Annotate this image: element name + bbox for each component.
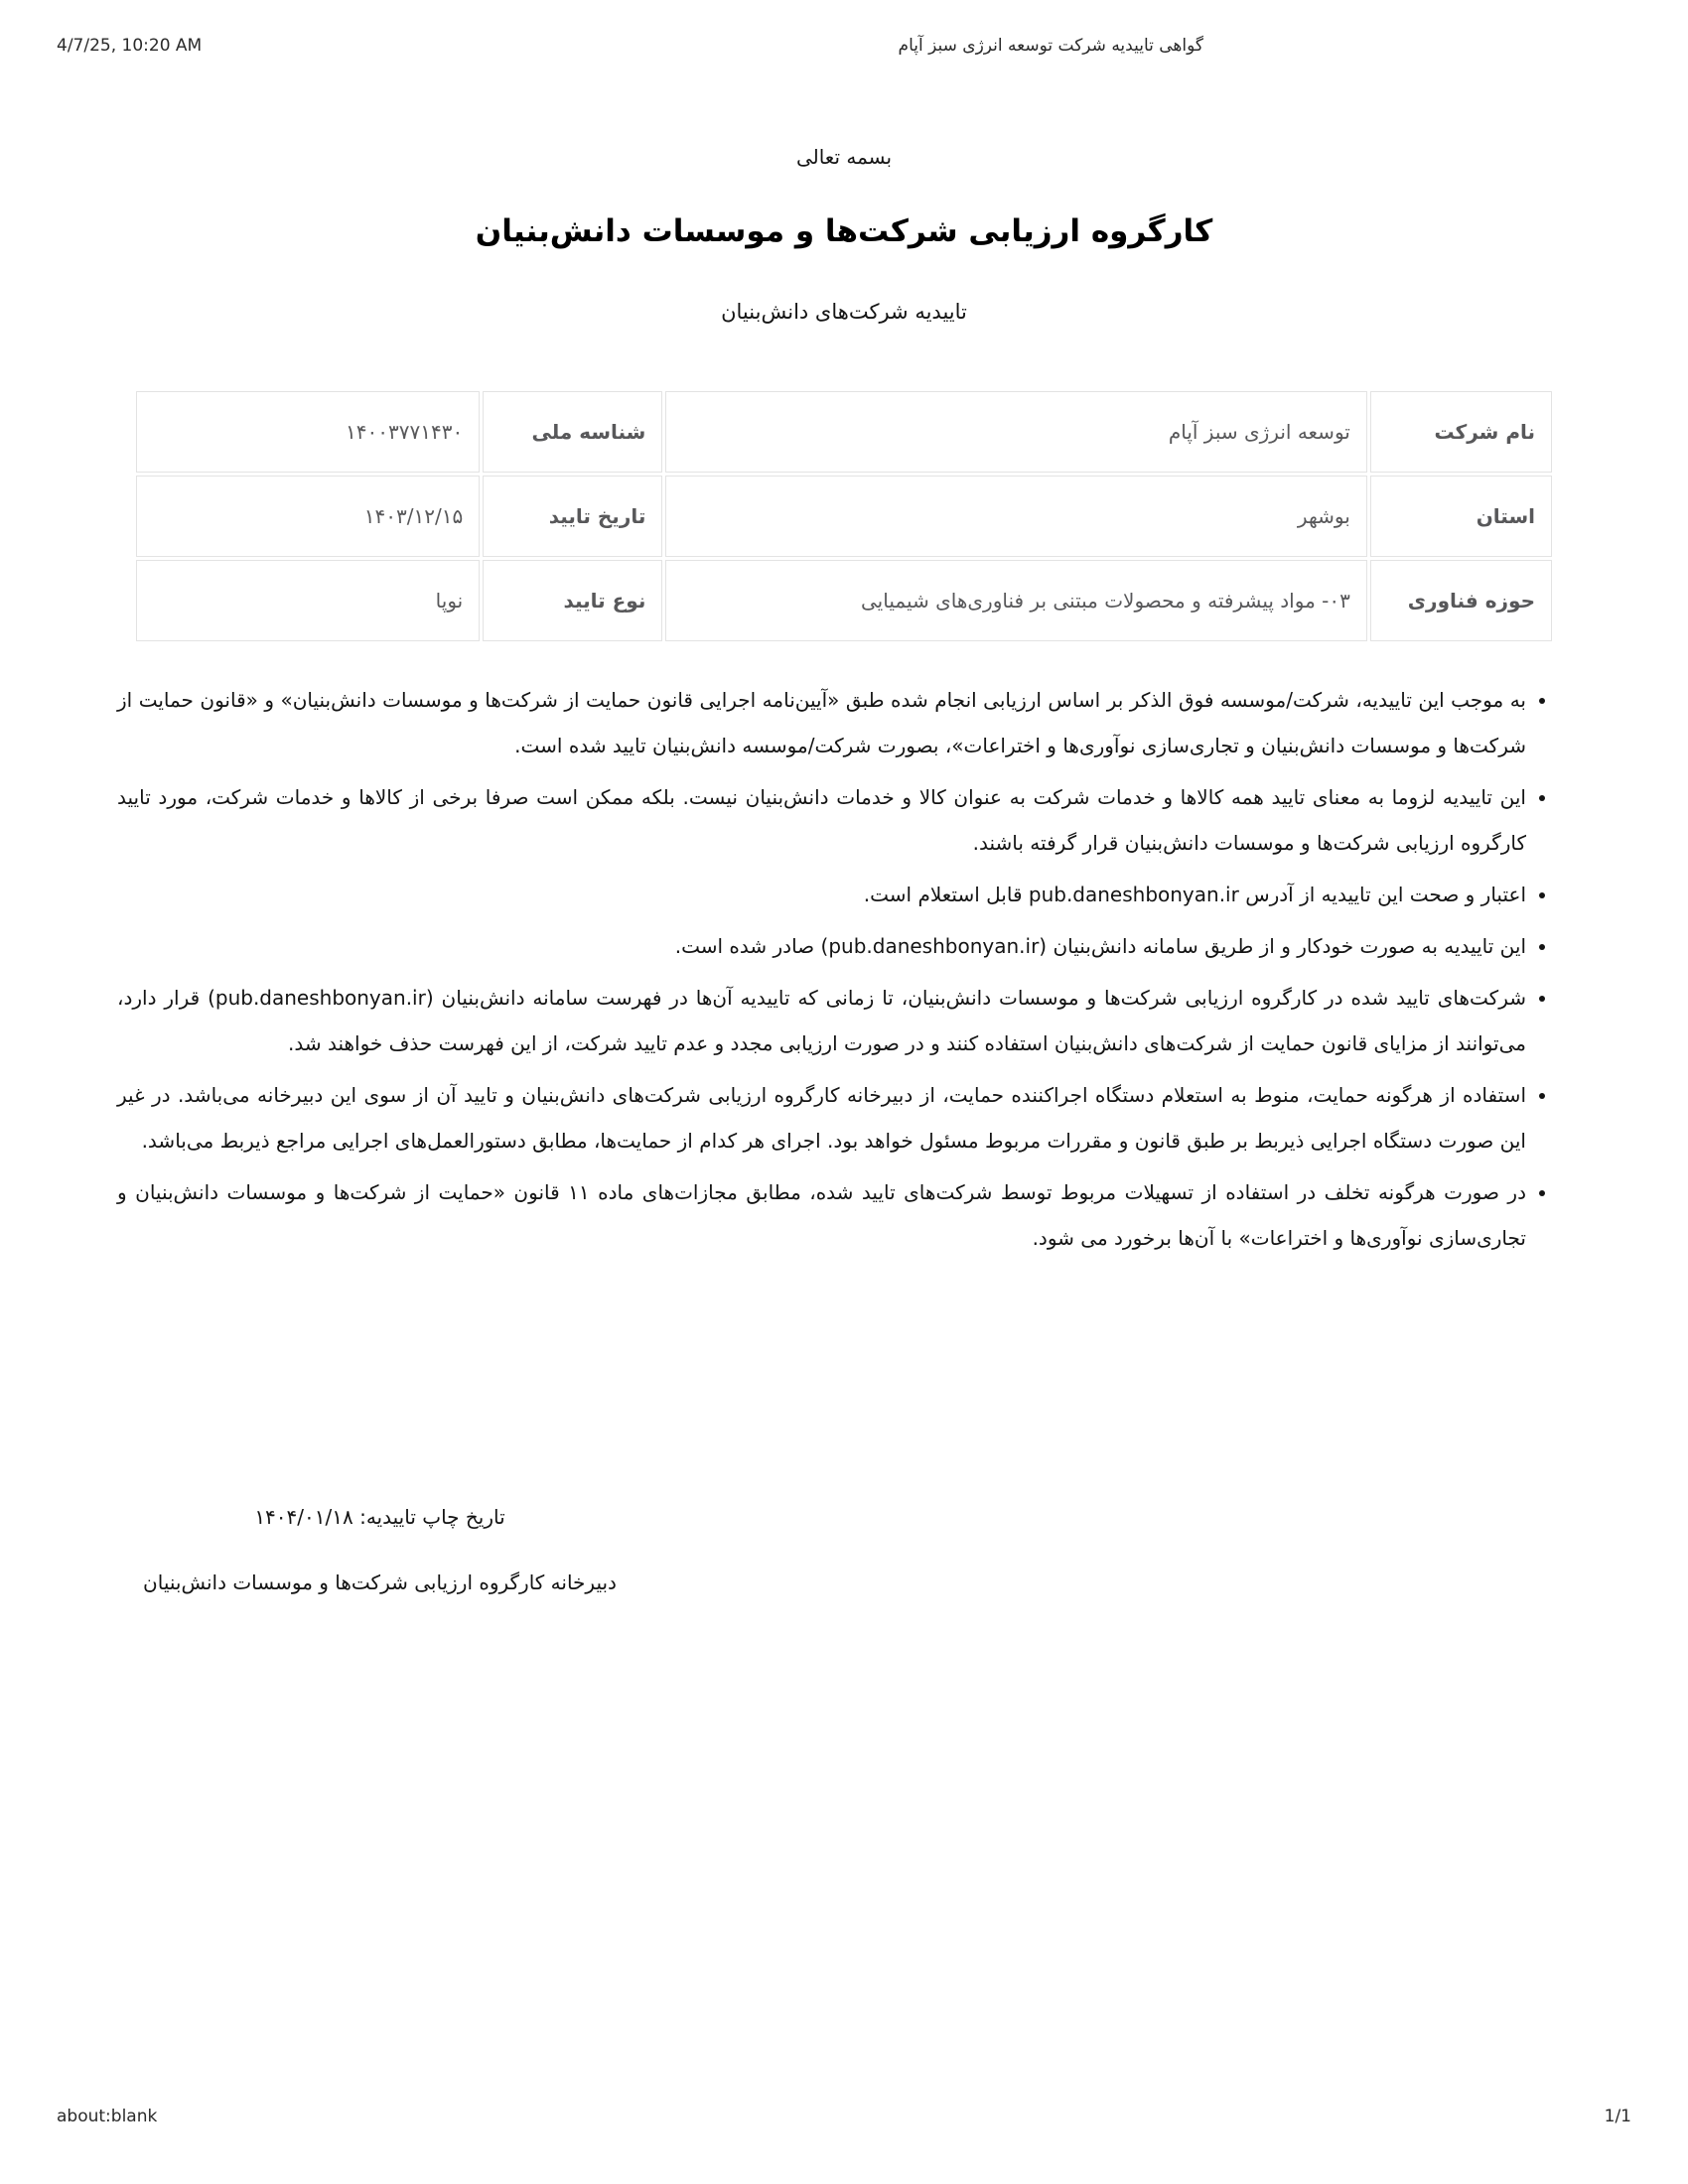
page-title: کارگروه ارزیابی شرکت‌ها و موسسات دانش‌بنیان: [475, 213, 1213, 249]
signature-block: [0, 1505, 760, 1594]
technology-field-label: حوزه فناوری: [1370, 560, 1552, 641]
certificate-print-date: تاریخ چاپ تاییدیه: ۱۴۰۴/۰۱/۱۸: [254, 1505, 505, 1529]
province-value: بوشهر: [665, 476, 1366, 557]
table-row-technology: [136, 560, 1552, 641]
company-name-value: توسعه انرژی سبز آپام: [665, 391, 1366, 473]
national-id-label: شناسه ملی: [483, 391, 662, 473]
national-id-value: ۱۴۰۰۳۷۷۱۴۳۰: [136, 391, 480, 473]
print-header-doc-title: گواهی تاییدیه شرکت توسعه انرژی سبز آپام: [898, 36, 1203, 56]
note-item: • این تاییدیه به صورت خودکار و از طریق سامانه دانش‌بنیان (pub.daneshbonyan.ir) صادر شده است.: [117, 923, 1526, 969]
note-item: • به موجب این تاییدیه، شرکت/موسسه فوق الذکر بر اساس ارزیابی انجام شده طبق «آیین‌نامه اجرایی قانون حمایت از شرکت‌ها و موسسات دانش‌بنیان» و «قانون حمایت از شرکت‌ها و موسسات دانش‌بنیان و تجاری‌سازی نوآوری‌ها و اختراعات»، بصورت شرکت/موسسه دانش‌بنیان تایید شده است.: [117, 677, 1526, 768]
approval-date-value: ۱۴۰۳/۱۲/۱۵: [136, 476, 480, 557]
company-name-label: نام شرکت: [1370, 391, 1552, 473]
note-item: • در صورت هرگونه تخلف در استفاده از تسهیلات مربوط توسط شرکت‌های تایید شده، مطابق مجازات‌های ماده ۱۱ قانون «حمایت از شرکت‌ها و موسسات دانش‌بنیان و تجاری‌سازی نوآوری‌ها و اختراعات» با آن‌ها برخورد می شود.: [117, 1169, 1526, 1261]
bismillah-text: بسمه تعالی: [795, 145, 893, 169]
approval-type-value: نوپا: [136, 560, 480, 641]
note-item: • این تاییدیه لزوما به معنای تایید همه کالاها و خدمات شرکت به عنوان کالا و خدمات دانش‌بنیان نیست. بلکه ممکن است صرفا برخی از کالاها و خدمات شرکت، مورد تایید کارگروه ارزیابی شرکت‌ها و موسسات دانش‌بنیان قرار گرفته باشند.: [117, 774, 1526, 866]
note-item: • شرکت‌های تایید شده در کارگروه ارزیابی شرکت‌ها و موسسات دانش‌بنیان، تا زمانی که تاییدیه آن‌ها در فهرست سامانه دانش‌بنیان (pub.daneshbonyan.ir) قرار دارد، می‌توانند از مزایای قانون حمایت از شرکت‌های دانش‌بنیان استفاده کنند و در صورت ارزیابی مجدد و عدم تایید شرکت، از این فهرست حذف خواهند شد.: [117, 975, 1526, 1066]
footer-url: about:blank: [57, 2107, 158, 2126]
table-row-company: [136, 391, 1552, 473]
company-info-table: [133, 388, 1555, 644]
technology-field-value: ۰۳- مواد پیشرفته و محصولات مبتنی بر فناوری‌های شیمیایی: [665, 560, 1366, 641]
approval-date-label: تاریخ تایید: [483, 476, 662, 557]
note-item: • استفاده از هرگونه حمایت، منوط به استعلام دستگاه اجراکننده حمایت، از دبیرخانه کارگروه ارزیابی شرکت‌های دانش‌بنیان و تایید آن از سوی این دبیرخانه می‌باشد. در غیر این صورت دستگاه اجرایی ذیربط بر طبق قانون و مقررات مربوط مسئول خواهد بود. اجرای هر کدام از حمایت‌ها، مطابق دستورالعمل‌های اجرایی مراجع ذیربط می‌باشد.: [117, 1072, 1526, 1163]
province-label: استان: [1370, 476, 1552, 557]
page-subtitle: تاییدیه شرکت‌های دانش‌بنیان: [721, 300, 967, 324]
footer-page-number: 1/1: [1604, 2107, 1631, 2126]
notes-list: [117, 677, 1556, 1267]
secretariat-line: دبیرخانه کارگروه ارزیابی شرکت‌ها و موسسات دانش‌بنیان: [143, 1570, 617, 1594]
approval-type-label: نوع تایید: [483, 560, 662, 641]
note-item: • اعتبار و صحت این تاییدیه از آدرس pub.daneshbonyan.ir قابل استعلام است.: [117, 872, 1526, 917]
table-row-province: [136, 476, 1552, 557]
print-header-datetime: 4/7/25, 10:20 AM: [57, 36, 203, 56]
